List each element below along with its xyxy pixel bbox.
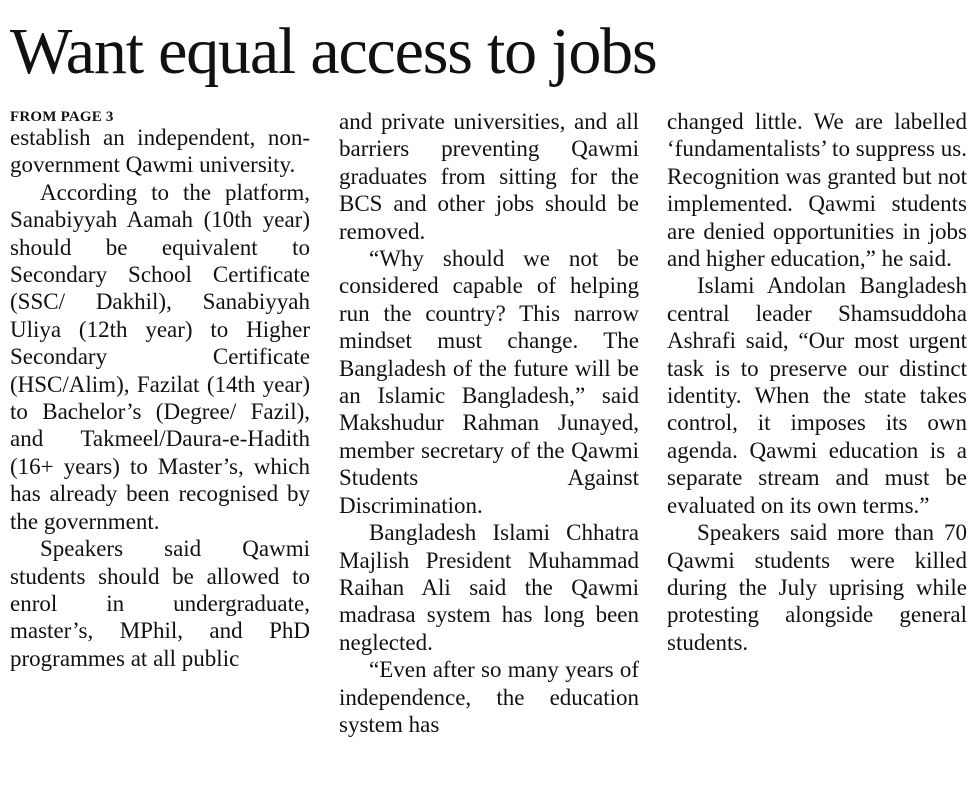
article-column-3: [667, 108, 967, 656]
paragraph: “Why should we not be considered capable of helping run the country? This narrow mindset must change. The Bangladesh of the future will be an Islamic Bangladesh,” said Makshudur Rahman Junayed, member secretary of the Qawmi Students Against Discrimination.: [339, 246, 639, 518]
article-column-1: [10, 108, 310, 672]
paragraph: Bangladesh Islami Chhatra Majlish President Muhammad Raihan Ali said the Qawmi madrasa system has long been neglected.: [339, 520, 639, 655]
paragraph: Speakers said Qawmi students should be allowed to enrol in undergraduate, master’s, MPhil, and PhD programmes at all public: [10, 536, 310, 671]
paragraph: establish an independent, non-government Qawmi university.: [10, 125, 310, 178]
headline: Want equal access to jobs: [10, 15, 657, 88]
paragraph: Speakers said more than 70 Qawmi students were killed during the July uprising while protesting alongside general students.: [667, 520, 967, 655]
paragraph: Islami Andolan Bangladesh central leader Shamsuddoha Ashrafi said, “Our most urgent task is to preserve our distinct identity. When the state takes control, it imposes its own agenda. Qawmi education is a separate stream and must be evaluated on its own terms.”: [667, 273, 967, 518]
paragraph: changed little. We are labelled ‘fundamentalists’ to suppress us. Recognition was granted but not implemented. Qawmi students are denied opportunities in jobs and higher education,” he said.: [667, 109, 967, 272]
paragraph: According to the platform, Sanabiyyah Aamah (10th year) should be equivalent to Secondary School Certificate (SSC/ Dakhil), Sanabiyyah Uliya (12th year) to Higher Secondary Certificate (HSC/Alim), Fazilat (14th year) to Bachelor’s (Degree/ Fazil), and Takmeel/Daura-e-Hadith (16+ years) to Master’s, which has already been recognised by the government.: [10, 179, 310, 534]
paragraph: “Even after so many years of independence, the education system has: [339, 657, 639, 737]
jump-label: FROM PAGE 3: [10, 109, 114, 125]
paragraph: and private universities, and all barriers preventing Qawmi graduates from sitting for the BCS and other jobs should be removed.: [339, 109, 639, 244]
article-column-2: [339, 108, 639, 738]
